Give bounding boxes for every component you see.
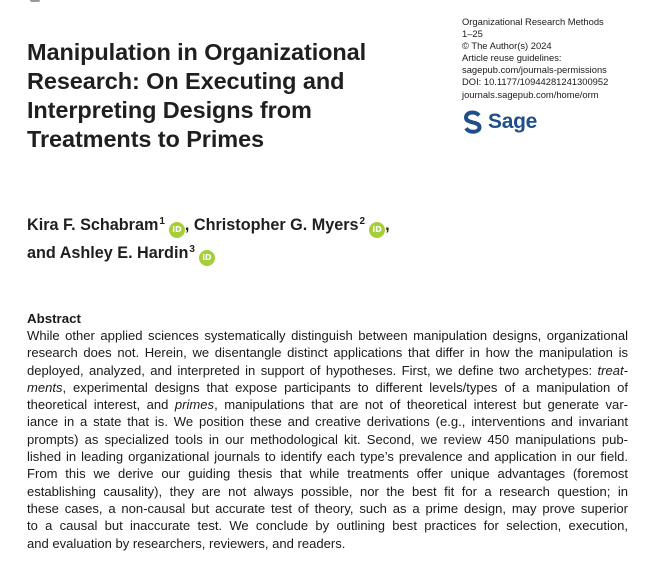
- article-title: [27, 38, 447, 154]
- author-3: [27, 244, 215, 262]
- abstract-line: [27, 483, 628, 500]
- title-line: Interpreting Designs from: [27, 97, 312, 123]
- title-line: Manipulation in Organizational: [27, 39, 367, 65]
- author-separator: ,: [184, 216, 190, 234]
- abstract-line: [27, 327, 628, 344]
- abstract-emphasis: treat-: [597, 362, 628, 378]
- copyright: © The Author(s) 2024: [462, 40, 552, 52]
- author-prefix: and: [27, 244, 56, 262]
- page-range: 1–25: [462, 28, 483, 40]
- affiliation-marker: 3: [189, 244, 195, 255]
- author-name: Kira F. Schabram: [27, 216, 159, 234]
- abstract-line: [27, 396, 628, 413]
- abstract-segment: While other applied sciences systematically distinguish between manipulation designs, organizational: [27, 328, 628, 343]
- author-2: [194, 216, 390, 234]
- title-line: Research: On Executing and: [27, 68, 345, 94]
- abstract-text: [27, 327, 628, 552]
- abstract-line: [27, 344, 628, 361]
- author-name: Christopher G. Myers: [193, 216, 359, 234]
- affiliation-marker: 1: [159, 216, 165, 227]
- abstract-line: [27, 448, 628, 465]
- abstract-line: [27, 500, 628, 517]
- abstract-line: [27, 362, 628, 379]
- orcid-icon[interactable]: iD: [369, 222, 385, 238]
- reuse-link[interactable]: sagepub.com/journals-permissions: [462, 64, 607, 76]
- abstract-segment: deployed, analyzed, and interpreted in support of hypotheses. First, we define two archetypes:: [27, 362, 598, 378]
- abstract-segment: prompts) as specialized tools in our methodological kit. Second, we review 450 manipulations pub-: [27, 431, 628, 447]
- abstract-segment: lished in leading organizational journals to identify each type’s prevalence and application in our field.: [27, 449, 628, 465]
- sage-wordmark: Sage: [488, 110, 537, 133]
- journal-metadata: [462, 16, 642, 101]
- journal-name: Organizational Research Methods: [462, 16, 604, 27]
- author-1: [27, 216, 194, 234]
- sage-logo: [462, 109, 537, 135]
- abstract-segment: , manipulations that are not of theoretical interest but generate var-: [214, 397, 629, 413]
- abstract-segment: , experimental designs that expose participants to different levels/types of a manipulation of: [62, 379, 628, 395]
- abstract-segment: and evaluation by researchers, reviewers, and readers.: [27, 535, 346, 551]
- author-line: [27, 238, 487, 266]
- author-separator: ,: [385, 216, 390, 234]
- author-list: [27, 210, 487, 266]
- abstract-segment: to a causal but inaccurate test. We conclude by outlining best practices for selection, execution,: [27, 518, 628, 534]
- sage-s-icon: [462, 110, 484, 134]
- abstract-heading: Abstract: [27, 311, 81, 326]
- abstract-line: [27, 517, 628, 534]
- abstract-segment: these cases, a non-causal but accurate test of theory, such as a prime design, may prove superior: [27, 500, 628, 516]
- author-name: Ashley E. Hardin: [59, 244, 189, 262]
- abstract-line: [27, 413, 628, 430]
- doi-link[interactable]: DOI: 10.1177/10944281241300952: [462, 76, 609, 88]
- orcid-icon[interactable]: iD: [169, 222, 185, 238]
- affiliation-marker: 2: [359, 216, 366, 227]
- abstract-segment: theoretical interest, and: [27, 397, 175, 413]
- abstract-segment: iance in a state that is. We position these and creative derivations (e.g., interventions and invariant: [27, 414, 628, 430]
- orcid-icon[interactable]: iD: [199, 250, 215, 266]
- author-line: [27, 210, 487, 238]
- abstract-line: [27, 535, 628, 552]
- abstract-line: [27, 465, 628, 482]
- reuse-label: Article reuse guidelines:: [462, 52, 562, 64]
- abstract-segment: From this we derive our guiding thesis that while treatments offer unique advantages (foremost: [27, 466, 628, 482]
- abstract-emphasis: ments: [27, 379, 63, 395]
- journal-home-link[interactable]: journals.sagepub.com/home/orm: [462, 88, 599, 100]
- abstract-line: [27, 379, 628, 396]
- page-top-mark: [30, 0, 40, 2]
- abstract-segment: research does not. Herein, we disentangle distinct applications that differ in how the manipulation is: [27, 345, 628, 361]
- abstract-emphasis: primes: [174, 397, 215, 413]
- title-line: Treatments to Primes: [27, 126, 265, 152]
- abstract-segment: establishing causality), they are not always possible, nor the best fit for a research question; in: [27, 483, 628, 499]
- abstract-line: [27, 431, 628, 448]
